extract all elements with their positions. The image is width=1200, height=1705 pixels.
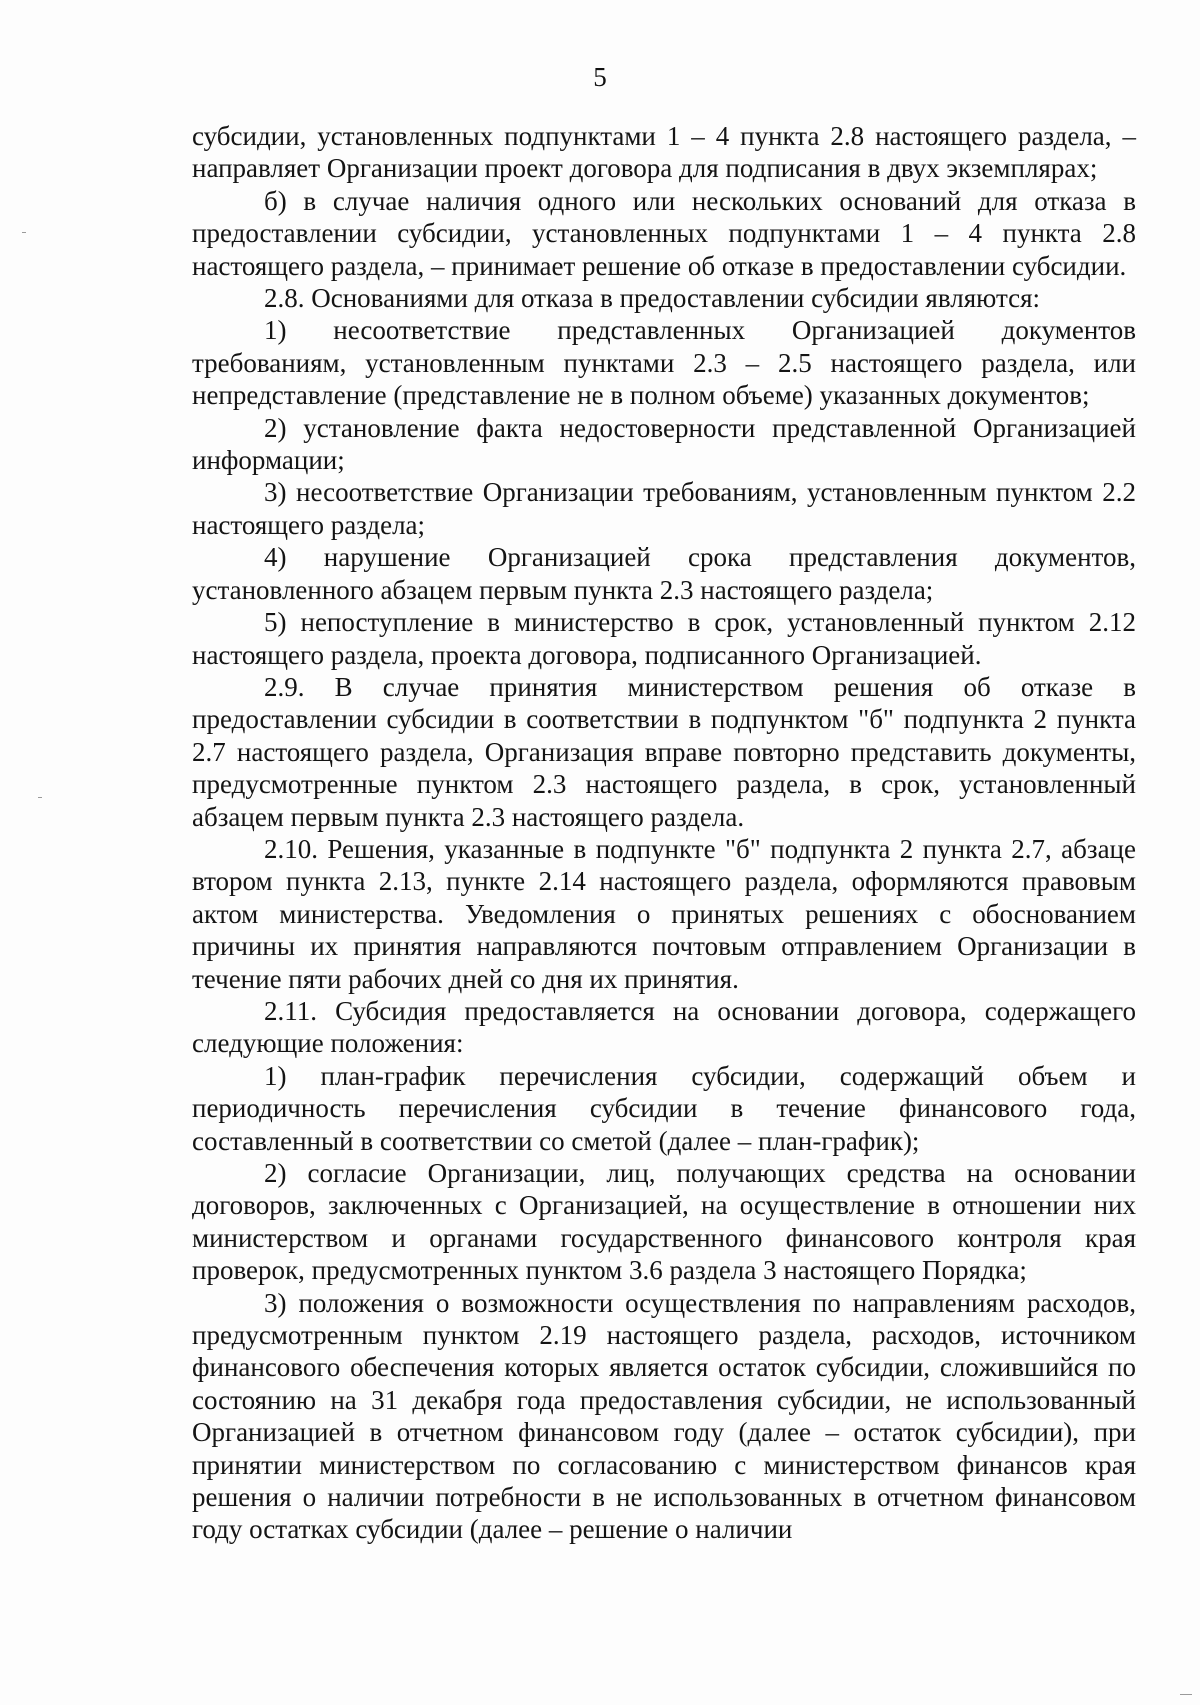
scan-mark-corner bbox=[1180, 1694, 1192, 1695]
paragraph-11: 2.11. Субсидия предоставляется на основании договора, содержащего следующие положения: bbox=[192, 995, 1136, 1059]
scan-mark-left-1 bbox=[22, 232, 26, 233]
paragraph-1: субсидии, установленных подпунктами 1 – 4 пункта 2.8 настоящего раздела, – направляет Организации проект договора для подписания в двух экземплярах; bbox=[192, 121, 1136, 184]
paragraph-14: 3) положения о возможности осуществления по направлениям расходов, предусмотренным пунктом 2.19 настоящего раздела, расходов, источником финансового обеспечения которых является остаток субсидии, сложившийся по состоянию на 31 декабря года предоставления субсидии, не использованный Организацией в отчетном финансовом году (далее – остаток субсидии), при принятии министерством по согласованию с министерством финансов края решения о наличии потребности в не использованных в отчетном финансовом году остатках субсидии (далее – решение о наличии bbox=[192, 1287, 1136, 1545]
paragraph-6: 3) несоответствие Организации требованиям, установленным пунктом 2.2 настоящего раздела; bbox=[192, 477, 1136, 540]
document-body bbox=[192, 120, 1136, 1546]
paragraph-4: 1) несоответствие представленных Организацией документов требованиям, установленным пунктами 2.3 – 2.5 настоящего раздела, или непредставление (представление не в полном объеме) указанных документов; bbox=[192, 315, 1136, 411]
paragraph-5: 2) установление факта недостоверности представленной Организацией информации; bbox=[192, 412, 1136, 476]
paragraph-13: 2) согласие Организации, лиц, получающих средства на основании договоров, заключенных с Организацией, на осуществление в отношении них министерством и органами государственного финансового контроля края проверок, предусмотренных пунктом 3.6 раздела 3 настоящего Порядка; bbox=[192, 1158, 1136, 1286]
page-number: 5 bbox=[593, 62, 607, 92]
paragraph-3: 2.8. Основаниями для отказа в предоставлении субсидии являются: bbox=[264, 283, 1040, 314]
paragraph-9: 2.9. В случае принятия министерством решения об отказе в предоставлении субсидии в соответствии в подпунктом "б" подпункта 2 пункта 2.7 настоящего раздела, Организация вправе повторно представить документы, предусмотренные пунктом 2.3 настоящего раздела, в срок, установленный абзацем первым пункта 2.3 настоящего раздела. bbox=[192, 671, 1136, 832]
paragraph-7: 4) нарушение Организацией срока представления документов, установленного абзацем первым пункта 2.3 настоящего раздела; bbox=[192, 542, 1136, 605]
paragraph-8: 5) непоступление в министерство в срок, установленный пунктом 2.12 настоящего раздела, проекта договора, подписанного Организацией. bbox=[192, 607, 1136, 670]
paragraph-10: 2.10. Решения, указанные в подпункте "б" подпункта 2 пункта 2.7, абзаце втором пункта 2.13, пункте 2.14 настоящего раздела, оформляются правовым актом министерства. Уведомления о принятых решениях с обоснованием причины их принятия направляются почтовым отправлением Организации в течение пяти рабочих дней со дня их принятия. bbox=[192, 833, 1136, 994]
paragraph-12: 1) план-график перечисления субсидии, содержащий объем и периодичность перечисления субсидии в течение финансового года, составленный в соответствии со сметой (далее – план-график); bbox=[192, 1060, 1136, 1156]
paragraph-2: б) в случае наличия одного или нескольких оснований для отказа в предоставлении субсидии, установленных подпунктами 1 – 4 пункта 2.8 настоящего раздела, – принимает решение об отказе в предоставлении субсидии. bbox=[192, 185, 1136, 281]
scan-mark-left-2 bbox=[38, 797, 42, 798]
